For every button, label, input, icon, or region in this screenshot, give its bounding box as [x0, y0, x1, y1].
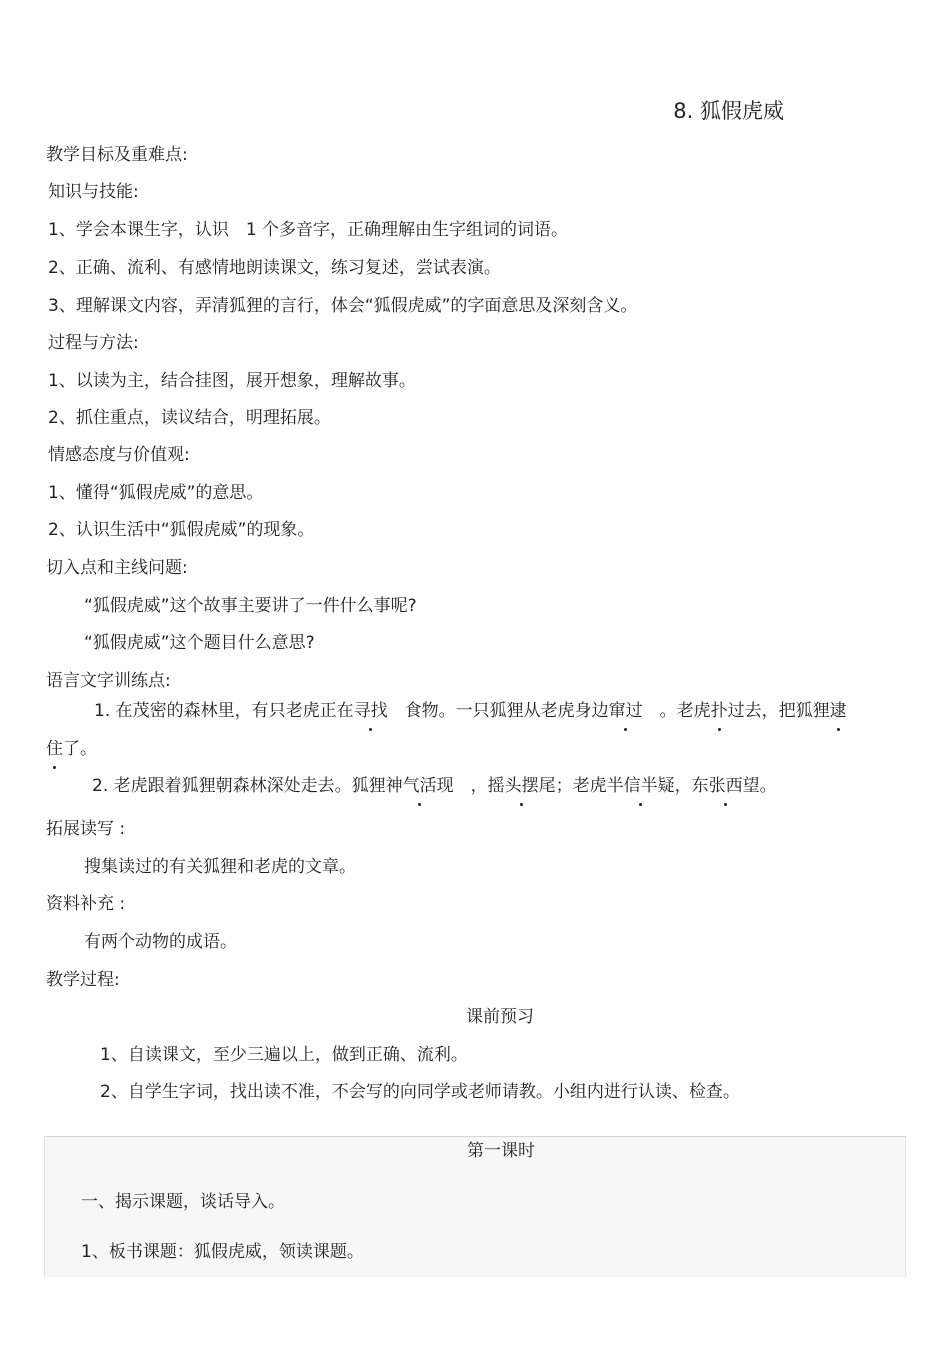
exercise-1-text: 过去，把狐狸	[727, 701, 830, 721]
exercise-1-text: 了。	[63, 739, 97, 759]
exercise-2-text: ，	[674, 776, 692, 796]
lesson-1-item: 1、板书课题：狐假虎威，领读课题。	[81, 1242, 364, 1262]
knowledge-item-1: 1、学会本课生字，认识 1 个多音字，正确理解由生字组词的词语。	[48, 220, 569, 240]
dotted-word: 扑	[710, 701, 728, 721]
exercise-1-line-2	[46, 738, 97, 760]
teaching-process-heading: 教学过程:	[46, 970, 120, 990]
preview-item-1: 1、自读课文，至少三遍以上，做到正确、流利。	[100, 1045, 468, 1065]
process-item-1: 1、以读为主，结合挂图，展开想象，理解故事。	[48, 371, 416, 391]
entry-question-2: “狐假虎威”这个题目什么意思?	[84, 633, 315, 653]
lesson-1-section: 一、揭示课题，谈话导入。	[81, 1192, 285, 1212]
dotted-word: 住	[46, 739, 63, 759]
preview-title: 课前预习	[466, 1007, 534, 1027]
exercise-2-text: ，	[470, 776, 488, 796]
dotted-word: 逮	[829, 701, 847, 721]
dotted-word: 窜过	[608, 701, 643, 721]
dotted-word: 半信半疑	[606, 776, 675, 796]
lesson-1-title: 第一课时	[467, 1141, 535, 1161]
exercise-2-text: 2. 老虎跟着狐狸朝森林深处走去。狐狸	[92, 776, 386, 796]
emotion-item-2: 2、认识生活中“狐假虎威”的现象。	[48, 520, 315, 540]
dotted-word: 神气活现	[385, 776, 454, 796]
page-title: 8. 狐假虎威	[673, 99, 784, 123]
extension-text: 搜集读过的有关狐狸和老虎的文章。	[84, 857, 356, 877]
process-item-2: 2、抓住重点，读议结合，明理拓展。	[48, 408, 331, 428]
exercise-1-text: 。老虎	[659, 701, 711, 721]
exercise-2-text: 。	[759, 776, 777, 796]
exercise-2	[92, 775, 777, 797]
dotted-word: 寻找	[353, 701, 388, 721]
exercise-1-line-1	[94, 700, 847, 722]
dotted-word: 摇头摆尾	[487, 776, 556, 796]
language-heading: 语言文字训练点:	[46, 671, 171, 691]
exercise-2-text: ；老虎	[555, 776, 607, 796]
entry-question-1: “狐假虎威”这个故事主要讲了一件什么事呢?	[84, 596, 417, 616]
supplement-text: 有两个动物的成语。	[84, 932, 237, 952]
emotion-item-1: 1、懂得“狐假虎威”的意思。	[48, 483, 264, 503]
exercise-1-text: 食物。一只狐狸从老虎身边	[404, 701, 609, 721]
knowledge-heading: 知识与技能:	[48, 182, 139, 202]
process-heading: 过程与方法:	[48, 333, 139, 353]
knowledge-item-2: 2、正确、流利、有感情地朗读课文，练习复述，尝试表演。	[48, 258, 501, 278]
preview-item-2: 2、自学生字词，找出读不准，不会写的向同学或老师请教。小组内进行认读、检查。	[100, 1082, 740, 1102]
emotion-heading: 情感态度与价值观:	[48, 445, 190, 465]
supplement-heading: 资料补充 :	[46, 894, 126, 914]
lesson-1-box	[44, 1136, 906, 1277]
extension-heading: 拓展读写 :	[46, 819, 126, 839]
entry-heading: 切入点和主线问题:	[46, 558, 188, 578]
knowledge-item-3: 3、理解课文内容，弄清狐狸的言行，体会“狐假虎威”的字面意思及深刻含义。	[48, 296, 638, 316]
dotted-word: 东张西望	[691, 776, 760, 796]
exercise-1-text: 1. 在茂密的森林里，有只老虎正在	[94, 701, 354, 721]
objectives-heading: 教学目标及重难点:	[46, 145, 188, 165]
